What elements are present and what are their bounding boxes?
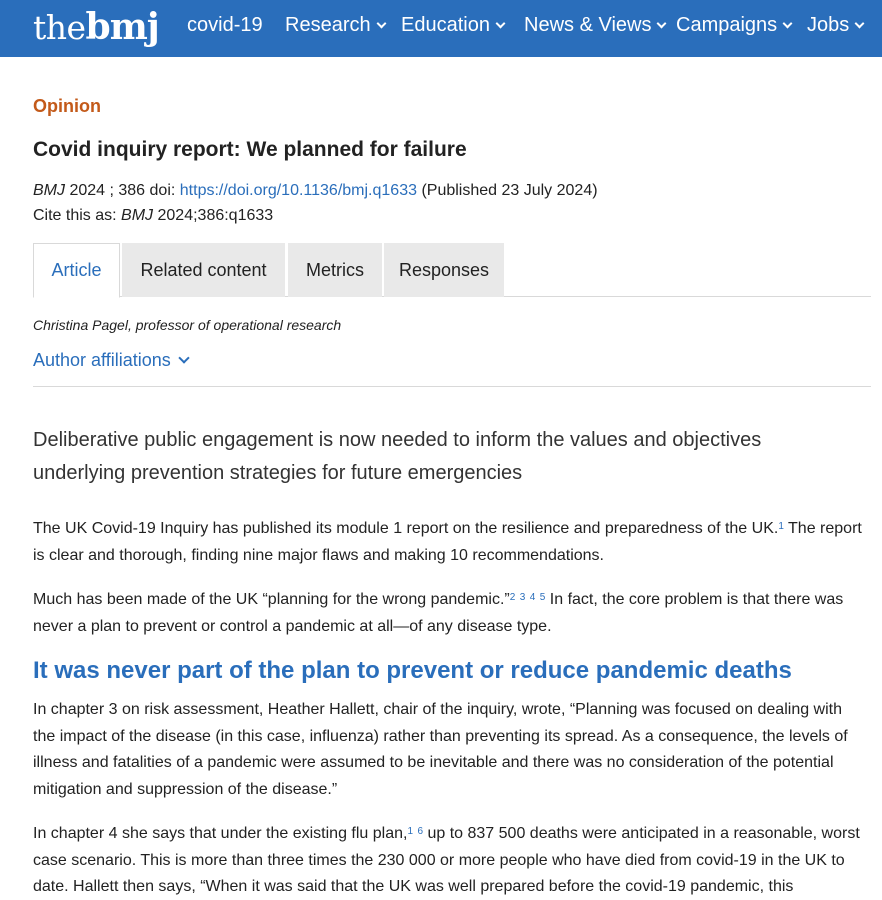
reference-link[interactable]: 1 [778,521,784,532]
tab-related-content[interactable] [122,243,285,297]
cite-as-reference: 2024;386:q1633 [157,207,274,224]
article-tabs [33,243,871,297]
paragraph-text: The report is clear and thorough, finding nine major flaws and making 10 recommendations. [33,520,862,564]
tab-label: Metrics [306,259,364,280]
author-byline: Christina Pagel, professor of operational research [33,317,342,333]
section-heading: It was never part of the plan to prevent or reduce pandemic deaths [33,657,792,684]
doi-link[interactable]: https://doi.org/10.1136/bmj.q1633 [179,182,417,199]
tab-label: Responses [398,259,490,280]
nav-item-label: Jobs [807,14,850,36]
reference-link[interactable]: 2 [509,592,516,603]
tab-article[interactable] [33,243,120,298]
body-paragraph [33,516,868,569]
chevron-down-icon [657,19,667,29]
cite-as-label: Cite this as: [33,207,117,224]
tab-label: Article [51,260,102,280]
bmj-logo[interactable] [33,6,159,46]
nav-item-label: Research [285,14,371,36]
nav-item-label: Education [401,14,490,36]
paragraph-text: In fact, the core problem is that there was never a plan to prevent or control a pandemic at all—of any disease type. [33,591,844,635]
divider [33,386,871,387]
chevron-down-icon [376,19,386,29]
cite-as-line [33,207,273,225]
journal-name: BMJ [33,182,65,199]
reference-link[interactable]: 6 [417,826,424,837]
doi-label: doi: [149,182,176,199]
logo-bmj: bmj [85,6,159,48]
reference-link[interactable]: 4 [529,592,536,603]
article-standfirst: Deliberative public engagement is now needed to inform the values and objectives underlying prevention strategies for future emergencies [33,429,762,484]
nav-item-label: covid-19 [187,14,263,36]
nav-item-jobs[interactable] [807,14,863,37]
tab-responses[interactable] [384,243,504,297]
paragraph-text: The UK Covid-19 Inquiry has published its module 1 report on the resilience and preparedness of the UK. [33,520,779,537]
body-paragraph [33,821,868,900]
logo-the: the [33,8,86,47]
nav-item-education[interactable] [401,14,504,37]
reference-link[interactable]: 5 [539,592,546,603]
nav-item-news-views[interactable] [524,14,665,37]
article-type-kicker: Opinion [33,96,101,116]
paragraph-text: In chapter 4 she says that under the existing flu plan, [33,825,408,842]
published-date: (Published 23 July 2024) [421,182,598,199]
article-title: Covid inquiry report: We planned for failure [33,138,467,161]
nav-item-campaigns[interactable] [676,14,791,37]
cite-as-journal: BMJ [121,207,154,224]
year-volume: 2024 ; 386 [69,182,146,199]
reference-link[interactable]: 1 [407,826,414,837]
top-navigation-bar [0,0,882,57]
nav-item-label: News & Views [524,14,652,36]
author-affiliations-toggle[interactable] [33,350,188,371]
body-paragraph [33,587,868,640]
nav-item-label: Campaigns [676,14,778,36]
chevron-down-icon [178,352,189,363]
nav-item-research[interactable] [285,14,385,37]
body-paragraph: In chapter 3 on risk assessment, Heather Hallett, chair of the inquiry, wrote, “Planning was focused on dealing with the impact of the disease (in this case, influenza) rather than preventing its spread. As a consequence, the levels of illness and fatalities of a pandemic were assumed to be inevitable and there was no consideration of the potential mitigation and suppression of the disease.” [33,701,848,798]
paragraph-text: up to 837 500 deaths were anticipated in a reasonable, worst case scenario. This is more than three times the 230 000 or more people who have died from covid-19 in the UK to date. Hallett then says, “When it was said that the UK was well prepared before the covid-19 pandemic, this [33,825,860,895]
citation-line [33,182,598,200]
chevron-down-icon [783,19,793,29]
author-affiliations-label: Author affiliations [33,350,171,370]
tab-label: Related content [140,259,267,280]
chevron-down-icon [496,19,506,29]
nav-item-covid-19[interactable] [187,14,263,37]
paragraph-text: Much has been made of the UK “planning for the wrong pandemic.” [33,591,510,608]
tab-metrics[interactable] [288,243,382,297]
reference-link[interactable]: 3 [519,592,526,603]
chevron-down-icon [855,19,865,29]
